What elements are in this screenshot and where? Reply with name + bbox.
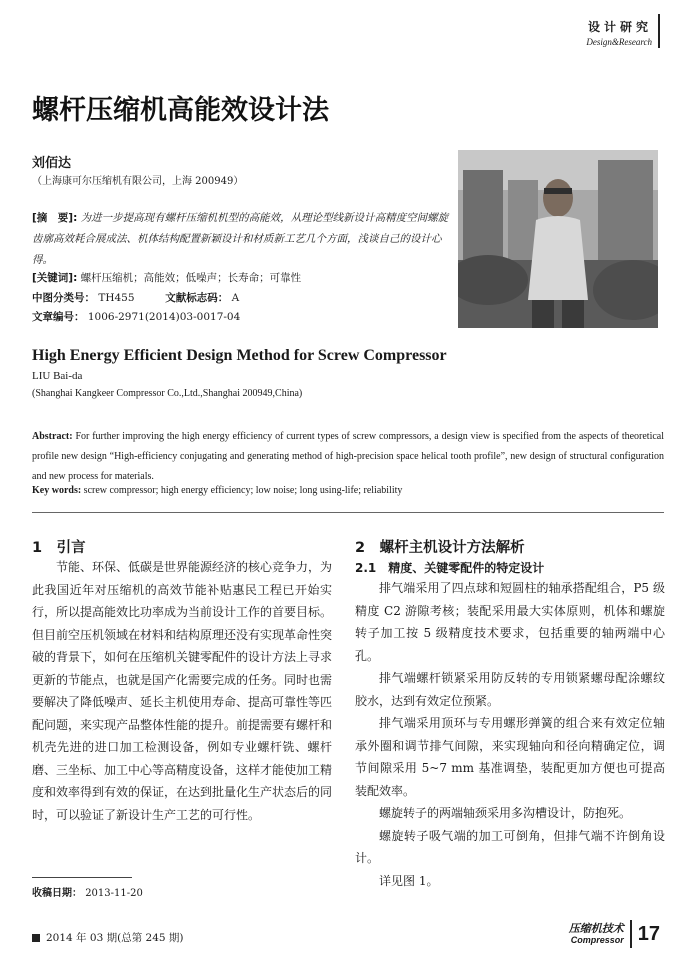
received-date-label: 收稿日期： [32, 888, 82, 899]
journal-footer [569, 920, 660, 948]
received-date-value: 2013-11-20 [85, 888, 143, 899]
abstract-text-cn: 为进一步提高现有螺杆压缩机机型的高能效，从理论型线新设计高精度空间螺旋齿廓高效耗合展成法、机体结构配置新颖设计和材质新工艺几个方面，浅谈自己的设计心得。 [32, 212, 449, 266]
section-2-paragraph: 详见图 1。 [379, 873, 439, 888]
abstract-label-en: Abstract: [32, 431, 73, 442]
header-section-cn: 设计研究 [587, 20, 652, 34]
article-title-cn: 螺杆压缩机高能效设计法 [32, 95, 329, 126]
affiliation-en: (Shanghai Kangkeer Compressor Co.,Ltd.,Shanghai 200949,China) [32, 388, 303, 399]
keywords-label-en: Key words: [32, 485, 82, 496]
section-2-paragraph: 螺旋转子的两端轴颈采用多沟槽设计，防抱死。 [379, 806, 632, 820]
square-bullet-icon [32, 934, 40, 942]
affiliation-cn: （上海康可尔压缩机有限公司，上海 200949） [32, 176, 244, 187]
article-title-en: High Energy Efficient Design Method for Screw Compressor [32, 347, 447, 364]
doc-code-label: 文献标志码： [165, 292, 229, 304]
article-no-label: 文章编号： [32, 311, 85, 323]
section-2-paragraph: 排气端采用了四点球和短圆柱的轴承搭配组合，P5 级精度 C2 游隙考核；装配采用最大实体原则，机体和螺旋转子加工按 5 级精度技术要求，包括重要的轴两端中心孔。 [355, 581, 665, 663]
page-number: 17 [637, 922, 660, 945]
author-en: LIU Bai-da [32, 370, 83, 382]
article-number-line [32, 309, 452, 324]
author-photo-image [458, 150, 658, 328]
abstract-cn [32, 208, 452, 271]
issue-footer [32, 930, 184, 945]
author-cn: 刘佰达 [32, 156, 72, 171]
section-2-heading: 2 螺杆主机设计方法解析 [355, 540, 525, 556]
journal-name-en: Compressor [570, 935, 624, 945]
running-header [586, 18, 652, 47]
abstract-text-en: For further improving the high energy efficiency of current types of screw compressors, a design view is specified from the aspects of theoretical profile new design “High-efficiency conjugating and generating method of high-precision space helical tooth profile”, new design of structural configuration and new process for materials. [32, 431, 665, 482]
keywords-text-cn: 螺杆压缩机；高能效；低噪声；长寿命；可靠性 [80, 272, 302, 284]
journal-name-cn: 压缩机技术 [568, 922, 624, 935]
header-section-en: Design&Research [586, 37, 652, 47]
section-2-paragraph: 螺旋转子吸气端的加工可倒角，但排气端不许倒角设计。 [355, 828, 665, 865]
keywords-cn [32, 270, 452, 285]
page-divider [630, 920, 632, 948]
abstract-divider [32, 512, 664, 513]
abstract-label-cn: [摘 要]: [32, 212, 78, 224]
keywords-en [32, 485, 664, 496]
section-1-paragraph: 节能、环保、低碳是世界能源经济的核心竞争力，为此我国近年对压缩机的高效节能补贴惠民工程已开始实行，所以提高能效比功率成为当前设计工作的首要目标。但目前空压机领域在材料和结构原理还没有实现革命性突破的背景下，如何在压缩机关键零配件的设计方法上寻求更新的节能点，也就是国产化需要完成的任务。同时也需要解决了降低噪声、延长主机使用寿命、提高可靠性等匹配问题，来实现产品整体性能的提升。前提需要有螺杆和机壳先进的进口加工检测设备，例如专业螺杆铣、螺杆磨、三坐标、加工中心等高精度设备，这样才能使加工精度和效率得到有效的保证，在达到批量化生产状态后的同时，可以验证了新设计生产工艺的可行性。 [32, 560, 333, 822]
article-no-value: 1006-2971(2014)03-0017-04 [87, 311, 241, 323]
header-divider [658, 14, 660, 48]
section-2-body [355, 577, 665, 892]
issue-info: 2014 年 03 期(总第 245 期) [46, 932, 184, 944]
clc-value: TH455 [98, 292, 135, 304]
abstract-en [32, 427, 664, 487]
section-2-1-heading: 2.1 精度、关键零配件的特定设计 [355, 561, 545, 575]
section-1-body [32, 556, 332, 826]
classification-line [32, 290, 452, 305]
clc-label: 中图分类号： [32, 292, 95, 304]
footnote-rule [32, 877, 132, 878]
journal-logo [569, 923, 624, 945]
section-2-paragraph: 排气端螺杆锁紧采用防反转的专用锁紧螺母配涂螺纹胶水，达到有效定位预紧。 [355, 671, 665, 708]
keywords-text-en: screw compressor; high energy efficiency; low noise; long using-life; reliability [83, 485, 403, 496]
author-photo [458, 150, 658, 328]
section-1-heading: 1 引言 [32, 540, 86, 556]
received-date-note [32, 884, 143, 899]
keywords-label-cn: [关键词]: [32, 272, 78, 284]
section-2-paragraph: 排气端采用顶环与专用螺形弹簧的组合来有效定位轴承外圈和调节排气间隙，来实现轴向和径向精确定位，调节间隙采用 5~7 mm 基准调垫，装配更加方便也可提高装配效率。 [355, 716, 665, 798]
doc-code-value: A [231, 292, 240, 304]
